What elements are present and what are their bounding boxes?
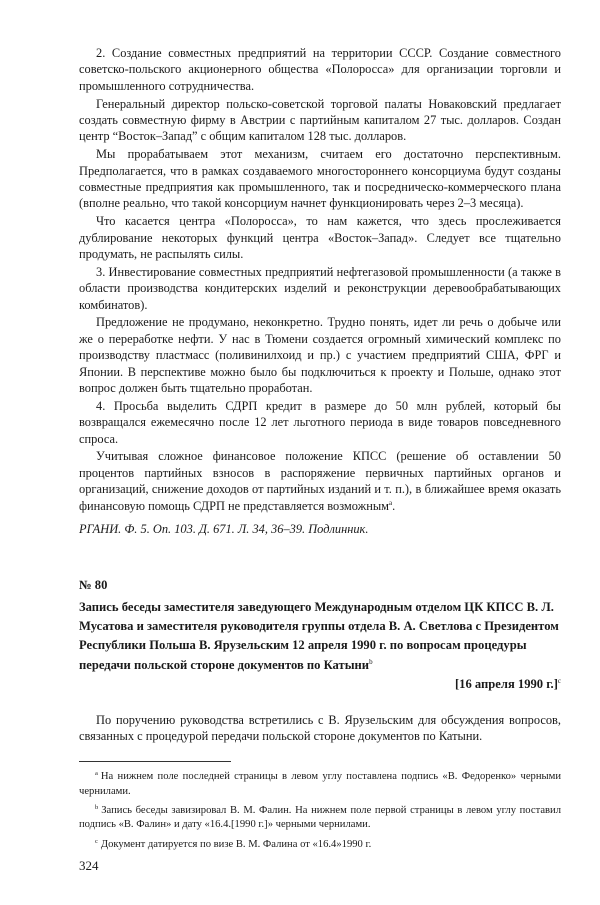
footnote-ref: b bbox=[369, 657, 373, 666]
document-title-text: Запись беседы заместителя заведующего Международным отделом ЦК КПСС В. Л. Мусатова и заместителя руководителя группы отдела В. А. Светлова с Президентом Республики Польша В. Ярузельским 12 апреля 1990 г. по вопросам процедуры передачи польской стороне документов по Катыни bbox=[79, 600, 559, 672]
body-paragraph: Мы прорабатываем этот механизм, считаем его достаточно перспективным. Предполагается, что в рамках создаваемого многостороннего консорциума будут созданы совместные предприятия как промышленного, так и посредническо-коммерческого плана (вполне реально, что такой консорциум начнет функционировать через 2–3 месяца). bbox=[79, 147, 561, 211]
footnote-text: Документ датируется по визе В. М. Фалина от «16.4»1990 г. bbox=[100, 838, 372, 850]
footnote-text: Запись беседы завизировал В. М. Фалин. На нижнем поле первой страницы в левом углу поставил подпись «В. Фалин» и дату «16.4.[1990 г.]» черными чернилами. bbox=[79, 804, 561, 831]
body-paragraph: 4. Просьба выделить СДРП кредит в размере до 50 млн рублей, который бы возвращался ежемесячно после 12 лет льготного периода в виде товаров повседневного спроса. bbox=[79, 398, 561, 446]
body-paragraph-last: Учитывая сложное финансовое положение КПСС (решение об оставлении 50 процентов партийных взносов в распоряжение первичных партийных органов и организаций, снижение доходов от партийных изданий и т. п.), в ближайшее время оказать финансовую помощь СДРП не представляется возможным$^a$. bbox=[79, 449, 561, 513]
body-paragraph: Что касается центра «Полоросса», то нам кажется, что здесь прослеживается дублирование некоторых функций центра «Восток–Запад». Следует все тщательно продумать, не распылять силы. bbox=[79, 214, 561, 262]
footnote-mark: c bbox=[95, 837, 98, 845]
document-body bbox=[79, 45, 561, 516]
footnote-ref: a bbox=[389, 498, 393, 507]
archive-source: РГАНИ. Ф. 5. Оп. 103. Д. 671. Л. 34, 36–39. Подлинник. bbox=[79, 522, 369, 536]
body-paragraph: Генеральный директор польско-советской торговой палаты Новаковский предлагает создать совместную фирму в Австрии с партийным капиталом 27 тыс. долларов. Создан центр “Восток–Запад” с общим капиталом 128 тыс. долларов. bbox=[79, 96, 561, 144]
footnote-mark: a bbox=[95, 770, 98, 777]
footnote bbox=[79, 767, 561, 799]
footnote-ref: c bbox=[557, 677, 561, 685]
footnotes bbox=[79, 767, 561, 854]
page-number: 324 bbox=[79, 858, 99, 873]
document-intro bbox=[79, 712, 561, 745]
footnote-mark: b bbox=[95, 803, 99, 811]
body-paragraph-text: Учитывая сложное финансовое положение КПСС (решение об оставлении 50 процентов партийных взносов в распоряжение первичных партийных органов и организаций, снижение доходов от партийных изданий и т. п.), в ближайшее время оказать финансовую помощь СДРП не представляется возможным bbox=[79, 449, 561, 513]
body-paragraph: 2. Создание совместных предприятий на территории СССР. Создание совместного советско-польского акционерного общества «Полоросса» для организации торговли и промышленного сотрудничества. bbox=[79, 46, 561, 93]
body-paragraph: Предложение не продумано, неконкретно. Трудно понять, идет ли речь о добыче или же о переработке нефти. У нас в Тюмени создается огромный химический комплекс по производству пластмасс (поливинилхоид и пр.) с участием предприятий США, ФРГ и Японии. В перспективе можно было бы подключиться к проекту и Польше, однако этот вопрос должен быть тщательно проработан. bbox=[79, 315, 561, 396]
footnote bbox=[79, 801, 561, 833]
intro-paragraph: По поручению руководства встретились с В. Ярузельским для обсуждения вопросов, связанных с процедурой передачи польской стороне документов по Катыни. bbox=[79, 713, 561, 744]
document-title bbox=[79, 598, 563, 675]
document-date bbox=[455, 677, 561, 692]
document-number: № 80 bbox=[79, 578, 108, 592]
footnote-text: На нижнем поле последней страницы в левом углу поставлена подпись «В. Федоренко» черными чернилами. bbox=[79, 771, 561, 797]
document-date-text: [16 апреля 1990 г.] bbox=[454, 677, 558, 691]
footnote bbox=[79, 835, 561, 853]
body-paragraph: 3. Инвестирование совместных предприятий нефтегазовой промышленности (а также в области производства кондитерских изделий и реконструкции деревообрабатывающих комбинатов). bbox=[79, 264, 561, 312]
footnote-divider bbox=[79, 761, 231, 762]
